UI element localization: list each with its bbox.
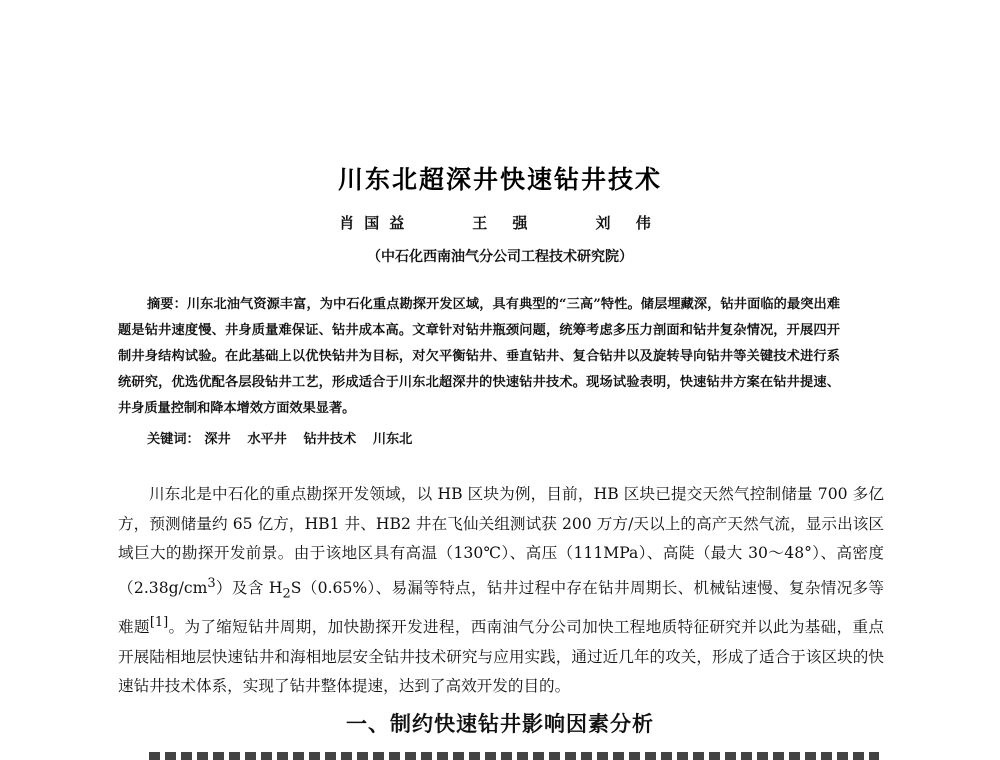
reference-citation: [1] xyxy=(149,615,169,631)
cropped-text-line xyxy=(149,752,879,760)
keywords-label: 关键词： xyxy=(147,432,200,447)
keyword: 川东北 xyxy=(372,432,413,447)
intro-text: ）及含 H xyxy=(215,578,283,597)
paper-title: 川东北超深井快速钻井技术 xyxy=(337,165,662,194)
keyword: 深井 xyxy=(204,432,231,447)
keyword: 钻井技术 xyxy=(303,432,357,447)
author-name: 刘 伟 xyxy=(595,214,661,232)
author-name: 肖国益 xyxy=(339,214,415,232)
intro-text: 。为了缩短钻井周期，加快勘探开发进程，西南油气分公司加快工程地质特征研究并以此为基础，重点开展陆相地层快速钻井和海相地层安全钻井技术研究与应用实践，通过近几年的攻关，形成了适合于该区块的快速钻井技术体系，实现了钻井整体提速，达到了高效开发的目的。 xyxy=(118,618,884,696)
superscript-3: 3 xyxy=(207,575,216,591)
abstract-text: 川东北油气资源丰富，为中石化重点勘探开发区域，具有典型的“三高”特性。储层埋藏深，钻井面临的最突出难题是钻井速度慢、井身质量难保证、钻井成本高。文章针对钻井瓶颈问题，统筹考虑多压力剖面和钻井复杂情况，开展四开制井身结构试验。在此基础上以优快钻井为目标，对欠平衡钻井、垂直钻井、复合钻井以及旋转导向钻井等关键技术进行系统研究，优选优配各层段钻井工艺，形成适合于川东北超深井的快速钻井技术。现场试验表明，快速钻井方案在钻井提速、井身质量控制和降本增效方面效果显著。 xyxy=(118,297,841,416)
intro-text: S（0.65%）、易漏等特点，钻井过程中存在钻井周期长、机械钻速慢、复杂情况多等难题 xyxy=(118,578,884,637)
subscript-2: 2 xyxy=(282,585,291,601)
intro-text: 川东北是中石化的重点勘探开发领域，以 HB 区块为例，目前，HB 区块已提交天然气控制储量 700 多亿方，预测储量约 65 亿方，HB1 井、HB2 井在飞仙关组测试获 200 万方/天以上的高产天然气流，显示出该区域巨大的勘探开发前景。由于该地区具有高温（130℃）、高压（111MPa）、高陡（最大 30～48°）、高密度（2.38g/cm xyxy=(118,485,884,597)
author-name: 王 强 xyxy=(472,214,538,232)
keywords xyxy=(147,428,424,447)
intro-paragraph xyxy=(118,480,884,702)
author-list xyxy=(0,212,1000,233)
abstract-label: 摘要： xyxy=(147,297,187,312)
affiliation: （中石化西南油气分公司工程技术研究院） xyxy=(367,249,633,265)
keyword: 水平井 xyxy=(247,432,287,447)
abstract xyxy=(118,292,840,422)
section-heading: 一、制约快速钻井影响因素分析 xyxy=(346,712,654,736)
